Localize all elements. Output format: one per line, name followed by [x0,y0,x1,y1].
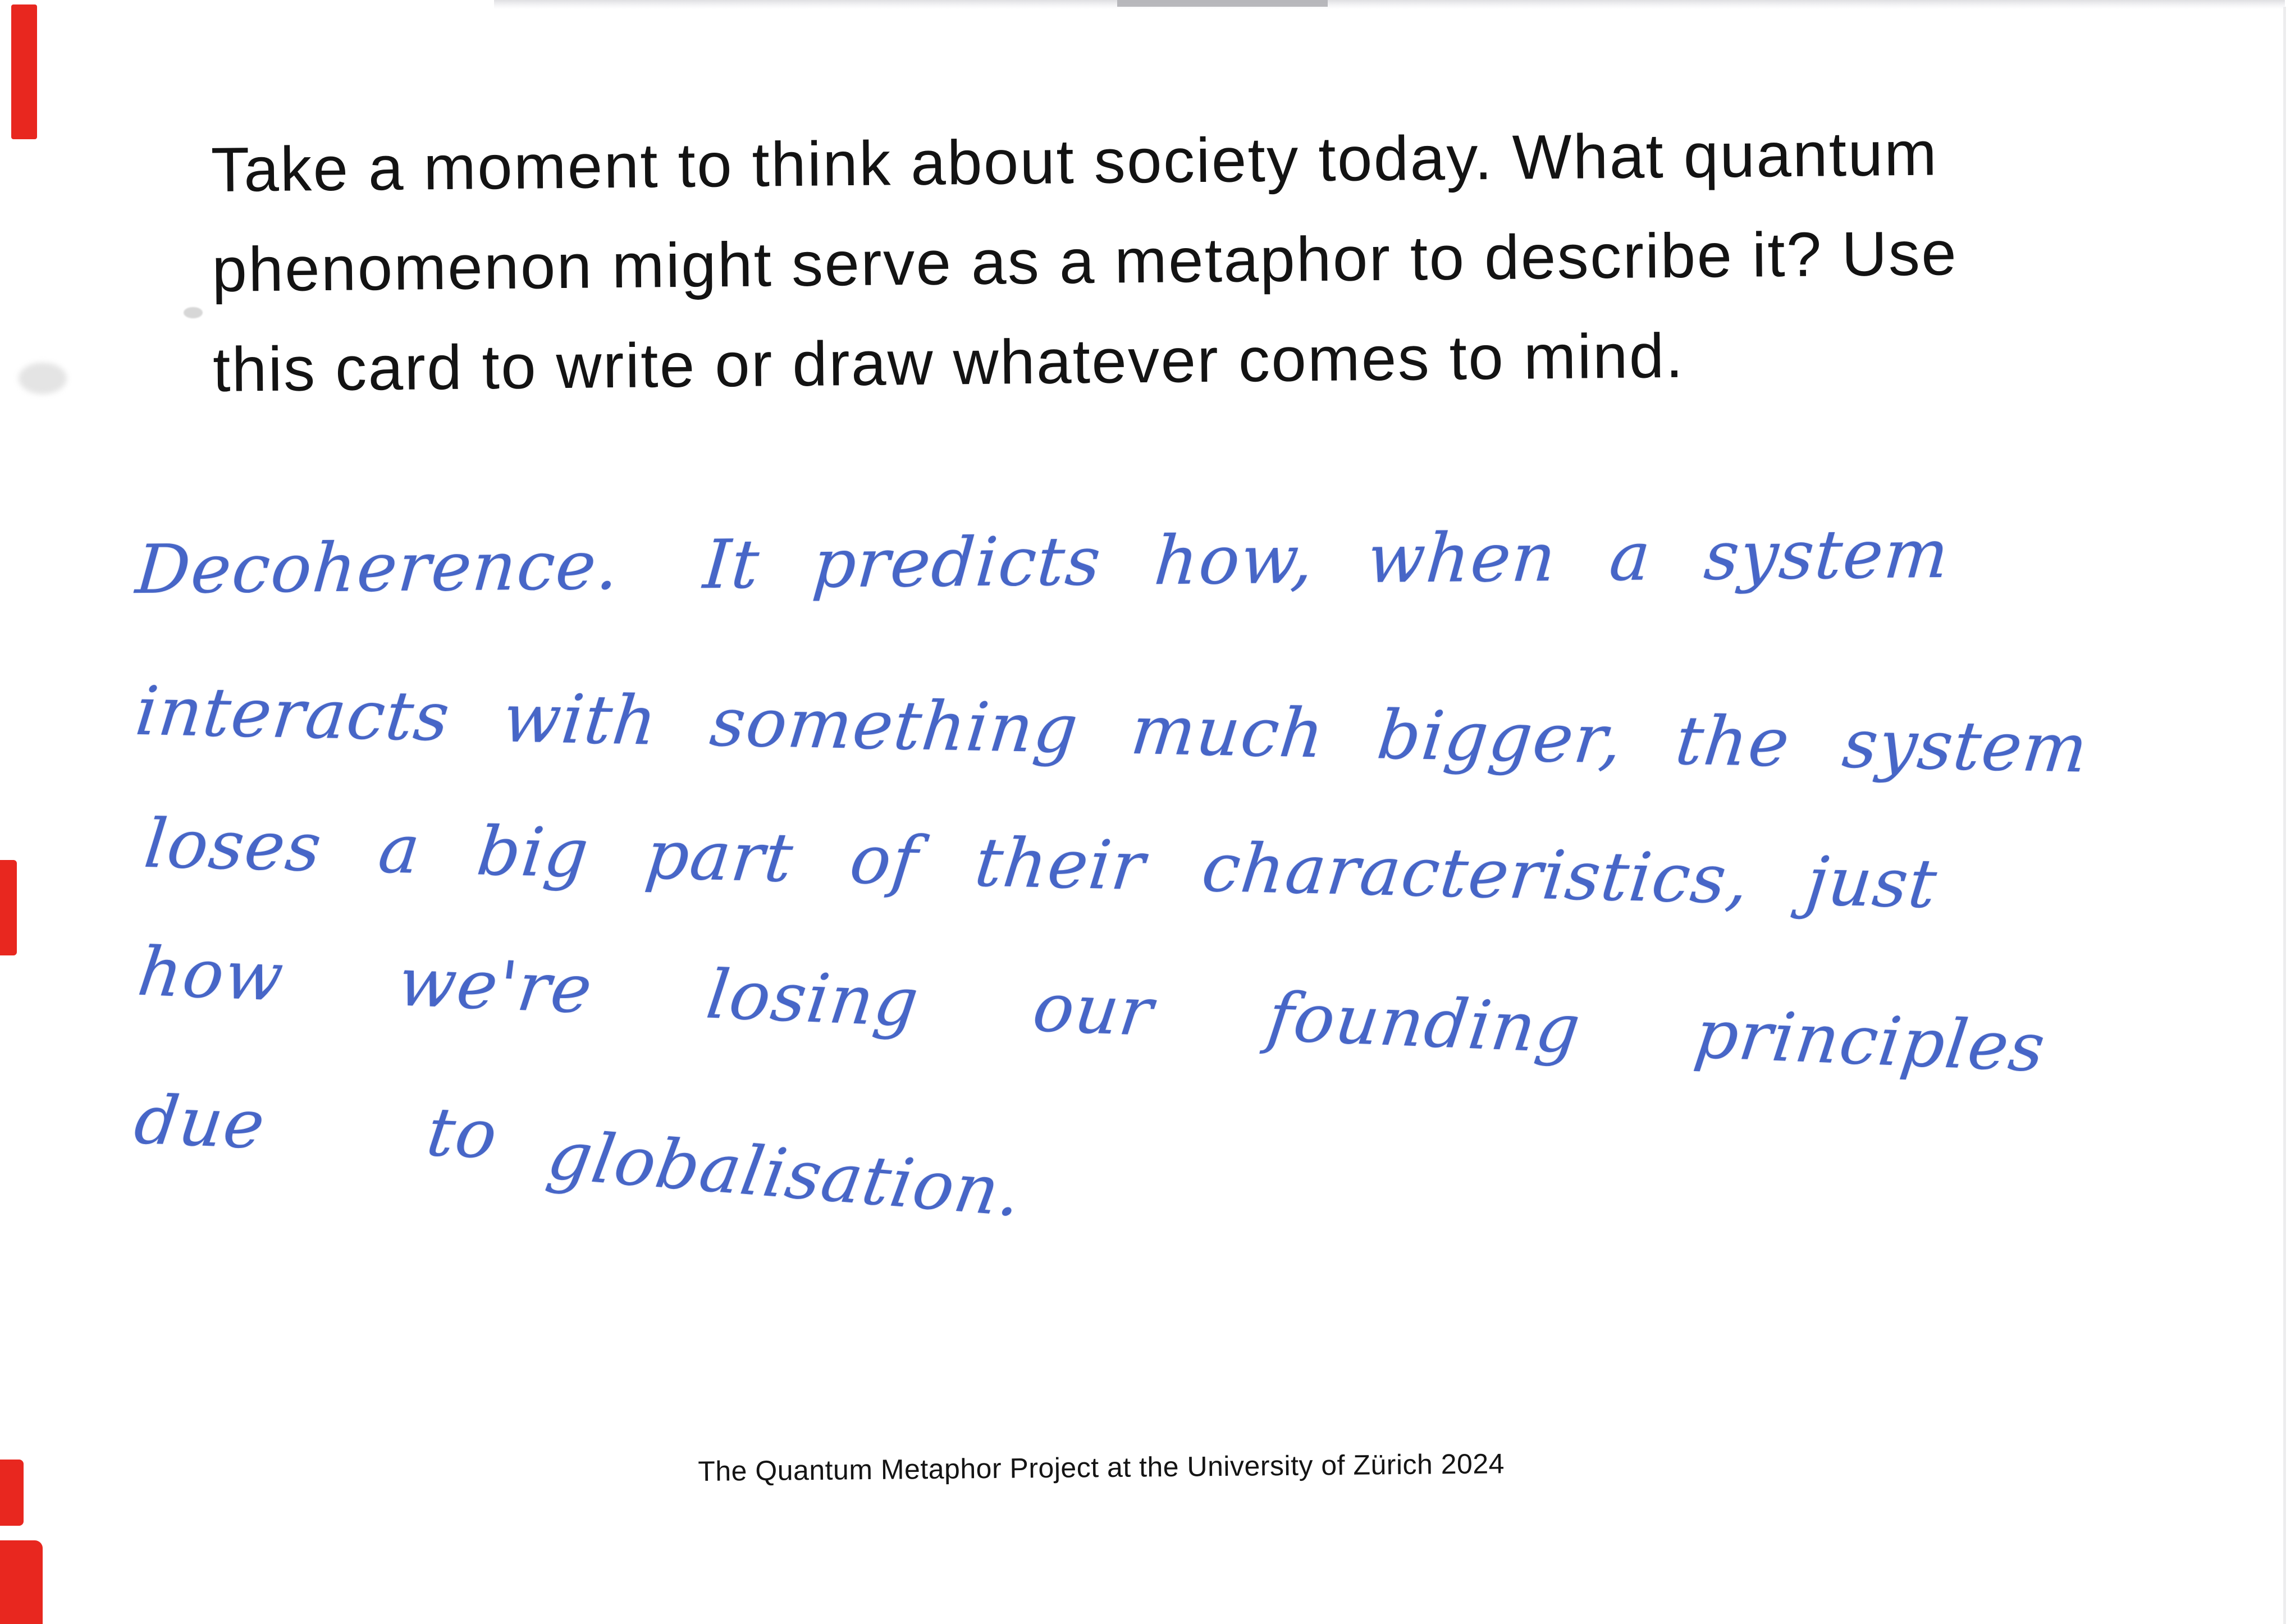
prompt-line-2: phenomenon might serve as a metaphor to describe it? Use [211,218,1958,305]
handwritten-word-globalisation: globalisation. [542,1116,1028,1232]
prompt-line-3: this card to write or draw whatever comes to mind. [212,320,1685,405]
footer-attribution: The Quantum Metaphor Project at the University of Zürich 2024 [698,1448,1505,1487]
handwritten-word-due: due [130,1081,270,1165]
handwritten-word-to: to [422,1093,503,1174]
handwritten-word-decoherence: Decoherence. [133,527,623,610]
red-edge-mark-middle [0,860,17,955]
red-edge-mark-bottom-corner [0,1540,43,1624]
scan-speck [184,307,203,318]
printed-prompt [211,103,1959,420]
handwritten-line-2: interacts with something much bigger, the system [132,673,2092,788]
handwritten-line-5 [130,1081,1031,1232]
handwritten-line-1 [133,515,1953,609]
scan-smudge [19,363,67,394]
prompt-line-1: Take a moment to think about society today. What quantum [211,118,1939,205]
red-edge-mark-top [11,4,37,139]
handwritten-line-1-rest: It predicts how, when a system [701,515,1953,605]
scanner-right-page-edge [2283,7,2286,1624]
handwritten-line-3: loses a big part of their characteristics, just [140,805,1941,924]
handwritten-line-4: how we're losing our founding principles [134,933,2050,1087]
red-edge-mark-bottom-upper [0,1460,24,1526]
scanner-top-edge-dark-segment [1117,0,1328,7]
scanner-top-edge-shadow [494,0,2285,9]
